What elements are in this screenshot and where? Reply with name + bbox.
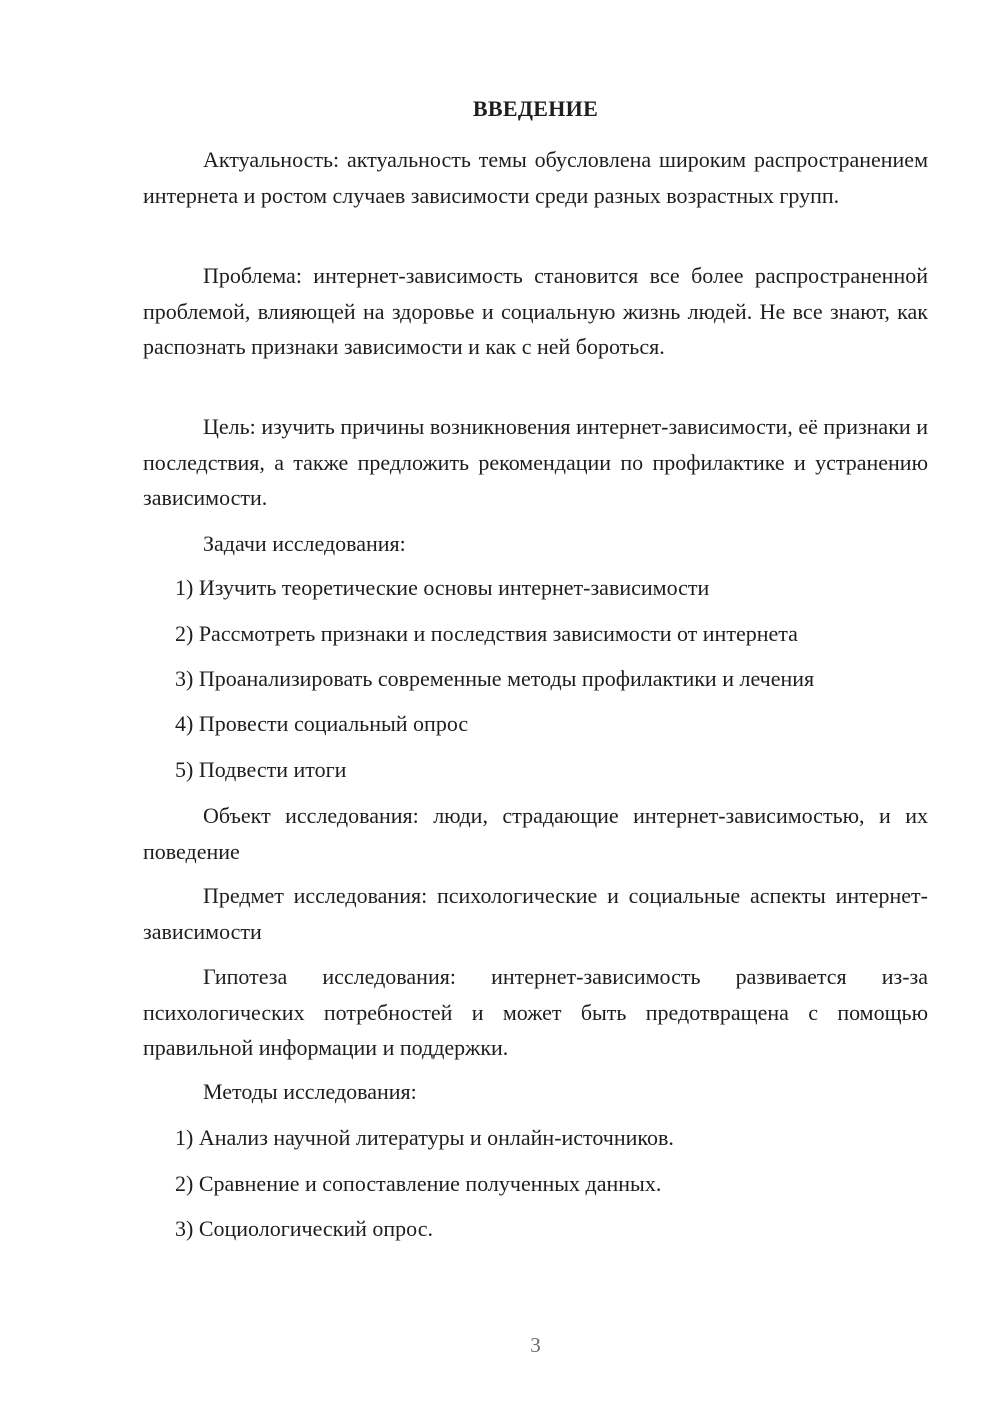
task-item-4: 4) Провести социальный опрос — [175, 711, 469, 736]
page-number: 3 — [530, 1333, 541, 1357]
paragraph-hypothesis: Гипотеза исследования: интернет-зависимость развивается из-за психологических потребностей и может быть предотвращена с помощью правильной информации и поддержки. — [143, 964, 928, 1060]
paragraph-goal: Цель: изучить причины возникновения интернет-зависимости, её признаки и последствия, а также предложить рекомендации по профилактике и устранению зависимости. — [143, 414, 928, 510]
paragraph-object: Объект исследования: люди, страдающие интернет-зависимостью, и их поведение — [143, 803, 928, 864]
method-item-2: 2) Сравнение и сопоставление полученных данных. — [175, 1171, 662, 1196]
method-item-1: 1) Анализ научной литературы и онлайн-источников. — [175, 1125, 674, 1150]
task-item-1: 1) Изучить теоретические основы интернет-зависимости — [175, 575, 710, 600]
paragraph-problem: Проблема: интернет-зависимость становится все более распространенной проблемой, влияющей на здоровье и социальную жизнь людей. Не все знают, как распознать признаки зависимости и как с ней бороться. — [143, 263, 928, 359]
task-item-5: 5) Подвести итоги — [175, 757, 347, 782]
tasks-heading: Задачи исследования: — [203, 531, 406, 556]
document-page — [143, 0, 928, 1414]
page-title: ВВЕДЕНИЕ — [472, 96, 599, 121]
paragraph-relevance: Актуальность: актуальность темы обусловлена широким распространением интернета и ростом случаев зависимости среди разных возрастных групп. — [143, 147, 928, 208]
task-item-2: 2) Рассмотреть признаки и последствия зависимости от интернета — [175, 621, 798, 646]
task-item-3: 3) Проанализировать современные методы профилактики и лечения — [175, 666, 815, 691]
method-item-3: 3) Социологический опрос. — [175, 1216, 433, 1241]
paragraph-subject: Предмет исследования: психологические и социальные аспекты интернет-зависимости — [143, 883, 928, 944]
methods-heading: Методы исследования: — [203, 1079, 417, 1104]
